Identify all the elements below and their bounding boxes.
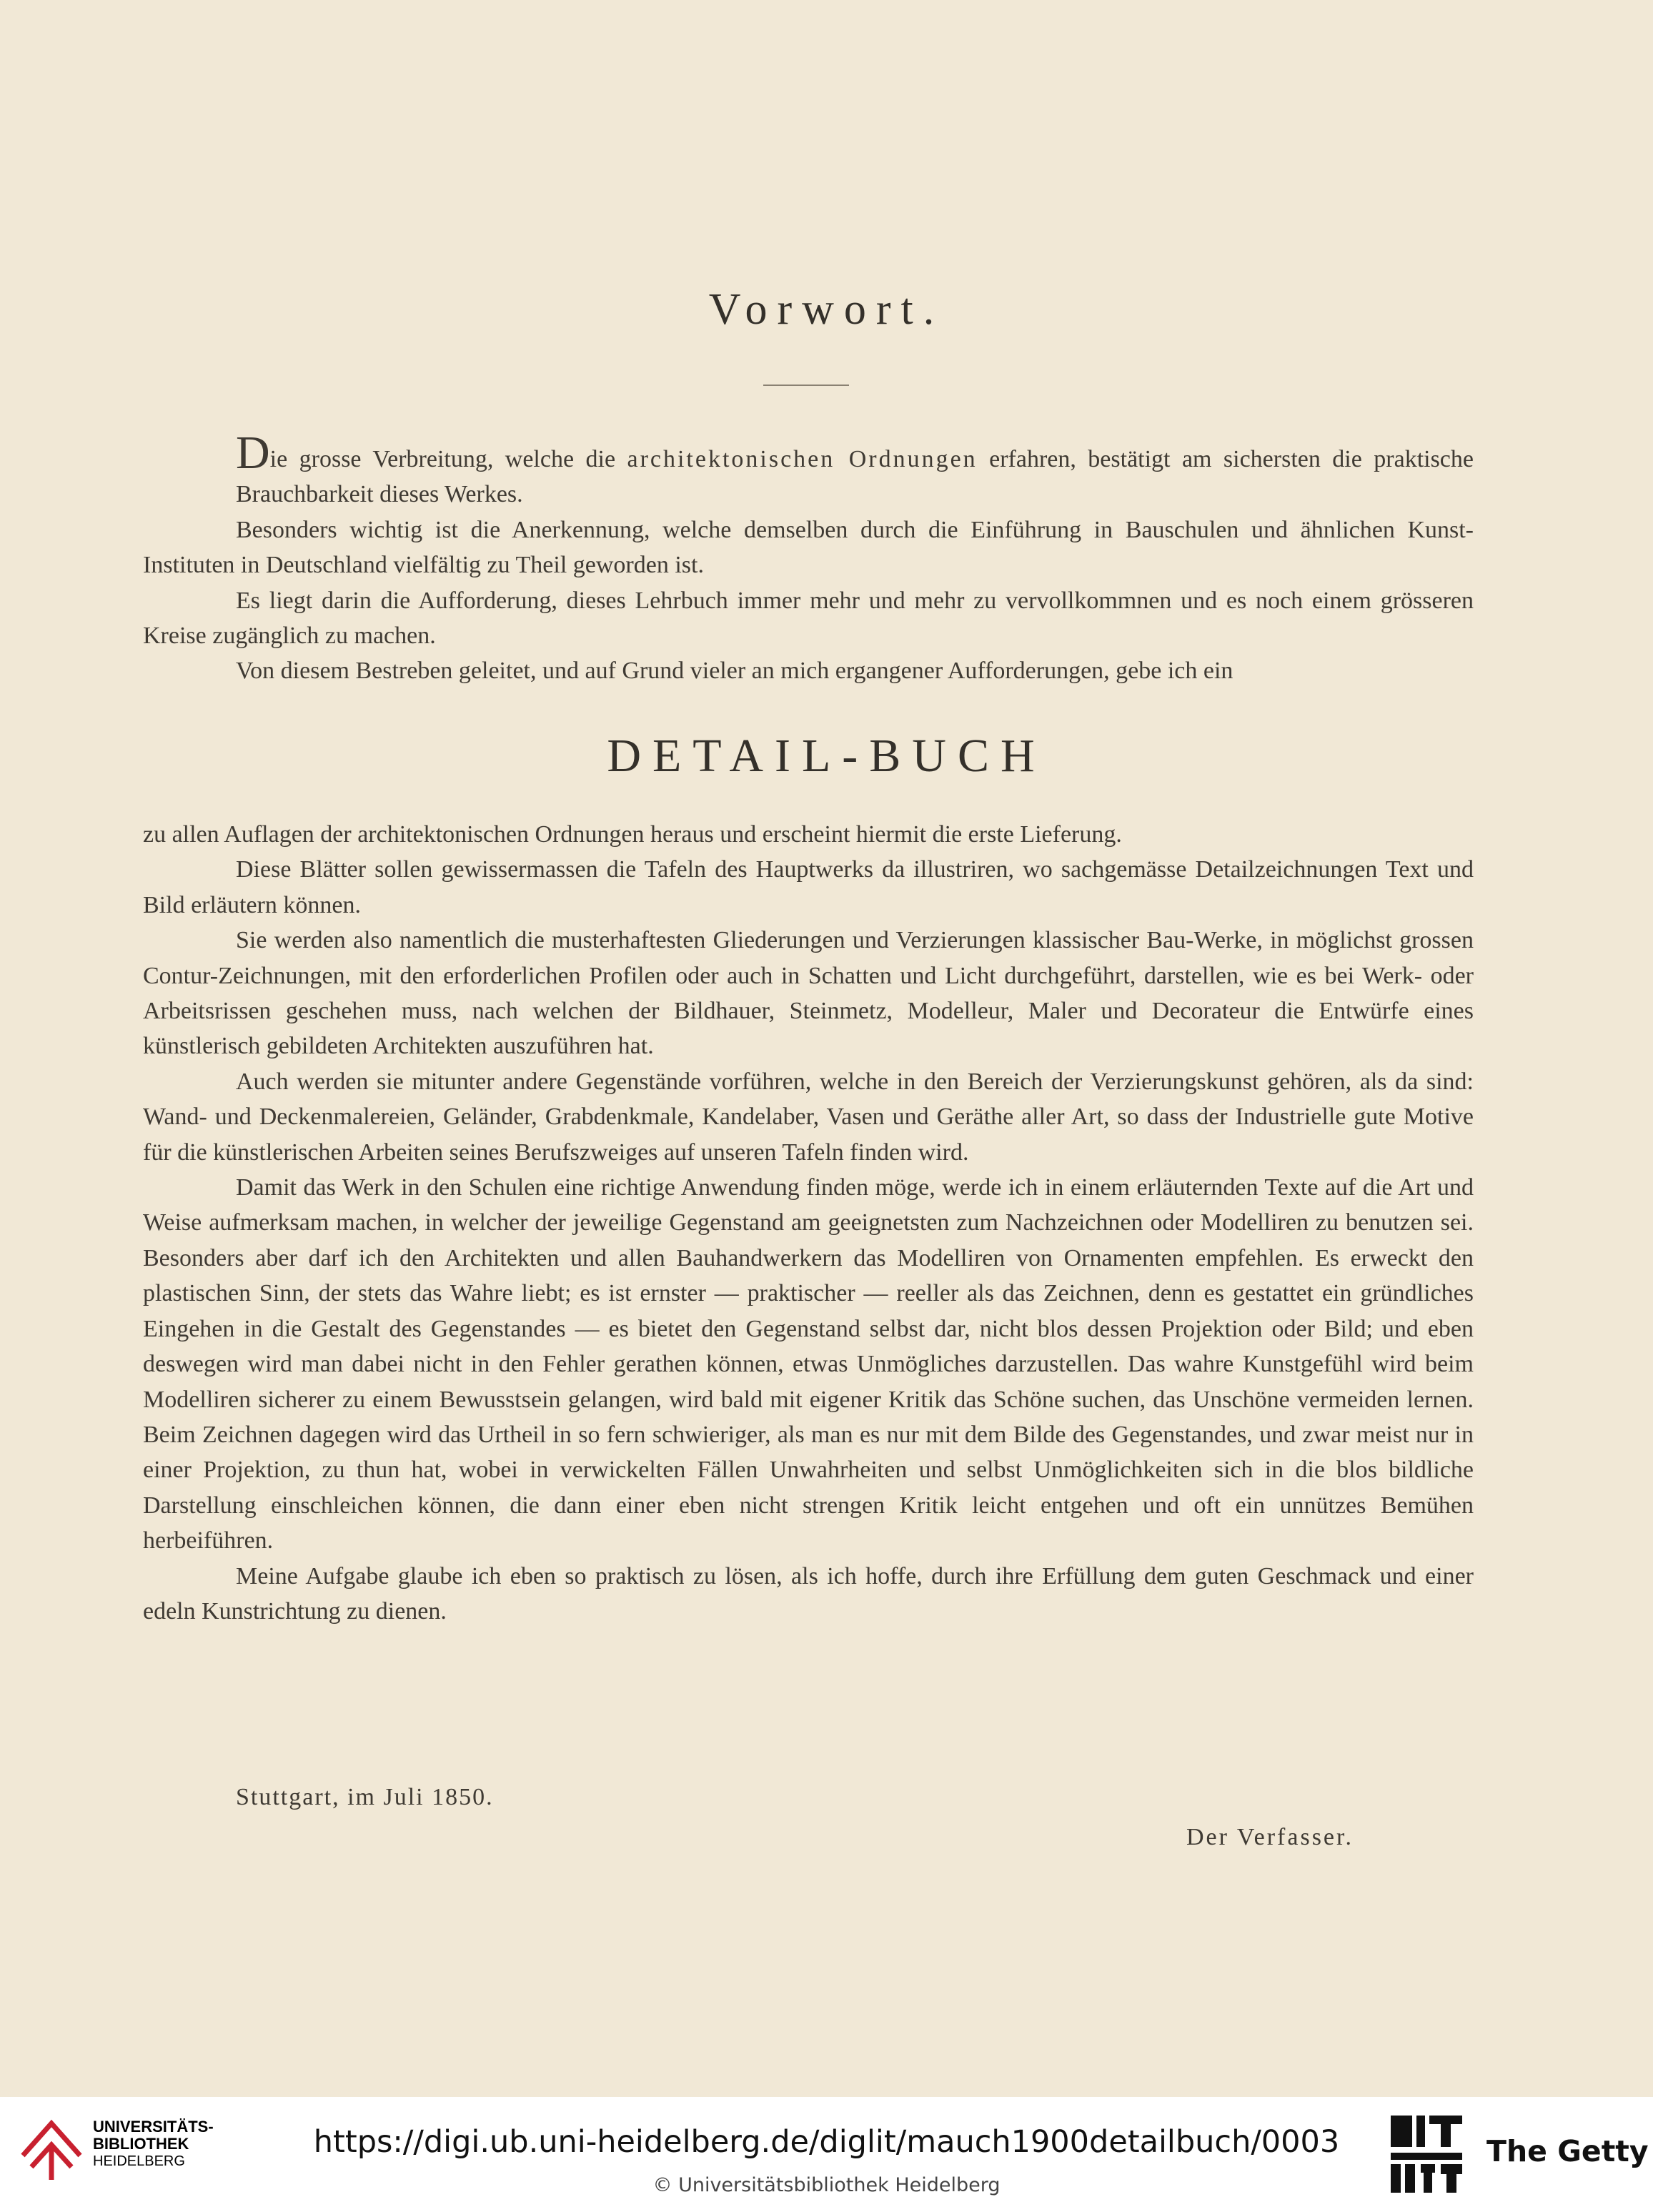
paragraph-7: Sie werden also namentlich die musterhaftesten Gliederungen und Verzierungen klassischer Bau-Werke, in möglichst grossen Contur-Zeichnungen, mit den erforderlichen Profilen oder auch in Schatten und Licht durchgeführt, darstellen, wie es bei Werk- oder Arbeitsrissen geschehen muss, nach welchen der Bildhauer, Steinmetz, Modelleur, Maler und Decorateur die Entwürfe eines künstlerisch gebildeten Architekten auszuführen hat. [143,927,1474,1060]
paragraph-1 [143,427,1474,512]
paragraph-9: Damit das Werk in den Schulen eine richtige Anwendung finden möge, werde ich in einem erläuternden Texte auf die Art und Weise aufmerksam machen, in welcher der jeweilige Gegenstand am geeignetsten zum Nachzeichnen oder Modelliren zu benutzen sei. Besonders aber darf ich den Architekten und allen Bauhandwerkern das Modelliren von Ornamenten empfehlen. Es erweckt den plastischen Sinn, der stets das Wahre liebt; es ist ernster — praktischer — reeller als das Zeichnen, denn es gestattet ein gründliches Eingehen in die Gestalt des Gegenstandes — es bietet den Gegenstand selbst dar, nicht blos dessen Projektion oder Bild; und eben deswegen wird man dabei nicht in den Fehler gerathen können, etwas Unmögliches darzustellen. Das wahre Kunstgefühl wird beim Modelliren sicherer zu einem Bewusstsein gelangen, wird bald mit eigener Kritik das Schöne suchen, das Unschöne vermeiden lernen. Beim Zeichnen dagegen wird das Urtheil in so fern schwieriger, als man es nur mit dem Bilde des Gegenstandes, und zwar meist nur in einer Projektion, zu thun hat, wobei in verwickelten Fällen Unwahrheiten und selbst Unmöglichkeiten sich in die blos bildliche Darstellung einschleichen können, die dann einer eben nicht strengen Kritik leicht entgehen und oft ein unnützes Bemühen herbeiführen. [143,1174,1474,1554]
place-date: Stuttgart, im Juli 1850. [236,1784,494,1810]
paragraph-1-text-a: ie grosse Verbreitung, welche die [269,446,627,472]
dropcap: D [236,427,270,479]
getty-name: The Getty [1486,2134,1649,2168]
section-heading: DETAIL-BUCH [607,730,1046,782]
paragraph-10: Meine Aufgabe glaube ich eben so praktisch zu lösen, als ich hoffe, durch ihre Erfüllung dem guten Geschmack und einer edeln Kunstrichtung zu dienen. [143,1562,1474,1625]
getty-logo-icon [1386,2113,1466,2200]
paragraph-2: Besonders wichtig ist die Anerkennung, welche demselben durch die Einführung in Bauschulen und ähnlichen Kunst-Instituten in Deutschland vielfältig zu Theil geworden ist. [143,516,1474,579]
copyright-notice: © Universitätsbibliothek Heidelberg [652,2174,1001,2196]
paragraph-4: Von diesem Bestreben geleitet, und auf Grund vieler an mich ergangener Aufforderungen, gebe ich ein [236,658,1233,685]
library-line-3: HEIDELBERG [93,2153,185,2169]
library-line-2: BIBLIOTHEK [93,2135,189,2153]
page-title: Vorwort. [708,285,945,334]
permalink-url[interactable]: https://digi.ub.uni-heidelberg.de/diglit/mauch1900detailbuch/0003 [313,2124,1340,2160]
paragraph-1-text-b: erfahren, bestätigt am sichersten die praktische Brauchbarkeit dieses Werkes. [236,446,1474,508]
text-block-intro [143,427,1474,689]
paragraph-8: Auch werden sie mitunter andere Gegenstände vorführen, welche in den Bereich der Verzierungskunst gehören, als da sind: Wand- und Deckenmalereien, Geländer, Grabdenkmale, Kandelaber, Vasen und Geräthe aller Art, so dass der Industrielle gute Motive für die künstlerischen Arbeiten seines Berufszweiges auf unseren Tafeln finden wird. [143,1068,1474,1166]
author-signature: Der Verfasser. [1186,1824,1354,1850]
footer-bar [0,2097,1653,2212]
title-divider [763,385,849,386]
library-line-1: UNIVERSITÄTS- [93,2118,214,2136]
paragraph-3: Es liegt darin die Aufforderung, dieses Lehrbuch immer mehr und mehr zu vervollkommnen und es noch einem grösseren Kreise zugänglich zu machen. [143,587,1474,650]
paragraph-6: Diese Blätter sollen gewissermassen die Tafeln des Hauptwerks da illustriren, wo sachgemässe Detailzeichnungen Text und Bild erläutern können. [143,856,1474,918]
paragraph-5: zu allen Auflagen der architektonischen Ordnungen heraus und erscheint hiermit die erste Lieferung. [143,821,1122,848]
paragraph-1-spaced: architektonischen Ordnungen [627,446,978,472]
text-block-main [143,817,1474,1629]
